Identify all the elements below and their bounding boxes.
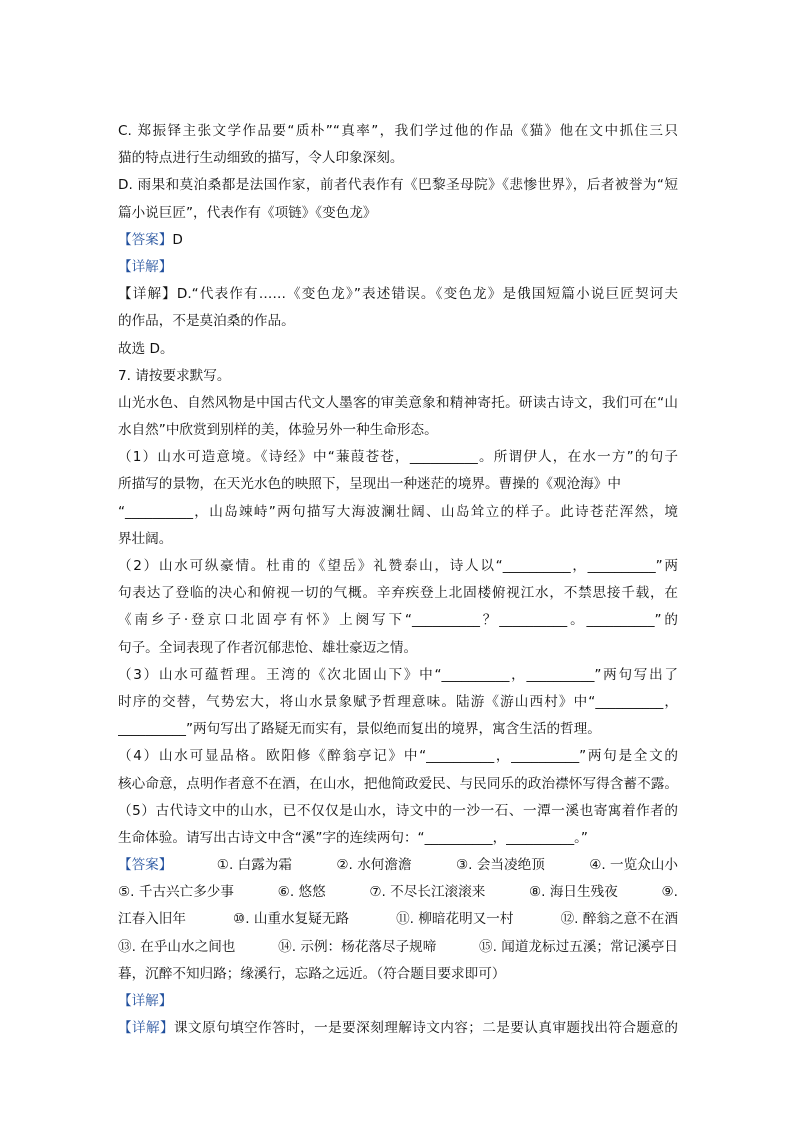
- answer-item: ⑭. 示例：杨花落尽子规啼: [278, 938, 437, 955]
- answer-row: [118, 906, 678, 933]
- document-page: [118, 118, 678, 1042]
- text-line: 核心命意，点明作者意不在酒，在山水，把他简政爱民、与民同乐的政治襟怀写得含蓄不露。: [118, 775, 678, 792]
- answer-row: [118, 934, 678, 961]
- text-line: 《南乡子·登京口北固亭有怀》上阕写下“__________？__________。__________”的: [118, 612, 678, 629]
- answer-item: 江春入旧年: [118, 911, 186, 928]
- text-line: （2）山水可纵豪情。杜甫的《望岳》礼赞泰山，诗人以“__________，__________”两: [118, 558, 678, 574]
- answer-line: [118, 227, 678, 254]
- answer-item: ⑤. 千古兴亡多少事: [118, 884, 234, 901]
- answer-item: ⑦. 不尽长江滚滚来: [369, 884, 486, 901]
- text-line: （4）山水可显品格。欧阳修《醉翁亭记》中“__________，__________”两句是全文的: [118, 748, 678, 765]
- detail-tag: 【详解】: [118, 993, 173, 1009]
- detail-tag: 【详解】: [118, 1020, 175, 1037]
- text-line: （1）山水可造意境。《诗经》中“蒹葭苍苍，__________。所谓伊人，在水一方”的句子: [118, 449, 678, 466]
- answer-row: [118, 879, 678, 906]
- answer-item: ⑪. 柳暗花明又一村: [396, 911, 514, 928]
- text-line: （5）古代诗文中的山水，已不仅仅是山水，诗文中的一沙一石、一潭一溪也寄寓着作者的: [118, 802, 678, 819]
- text-line: 【详解】D.“代表作有……《变色龙》”表述错误。《变色龙》是俄国短篇小说巨匠契诃夫: [118, 286, 678, 303]
- text-line: 时序的交替，气势宏大，将山水景象赋予哲理意味。陆游《游山西村》中“__________，: [118, 693, 678, 710]
- detail-line: [118, 1015, 678, 1042]
- answer-item: ⑧. 海日生残夜: [529, 884, 618, 901]
- text-line: 生命体验。请写出古诗文中含“溪”字的连续两句：“__________，__________。”: [118, 829, 588, 846]
- text-line: 句子。全词表现了作者沉郁悲怆、雄壮豪迈之情。: [118, 639, 418, 656]
- answer-item: ⑬. 在乎山水之间也: [118, 938, 236, 955]
- answer-tag: 【答案】: [118, 231, 173, 248]
- answer-item: ⑮. 闻道龙标过五溪；常记溪亭日: [479, 938, 678, 955]
- answer-continuation: 暮，沉醉不知归路；缘溪行，忘路之远近。（符合题目要求即可）: [118, 965, 506, 982]
- answer-item: ⑥. 悠悠: [277, 884, 326, 901]
- detail-text: 课文原句填空作答时，一是要深刻理解诗文内容；二是要认真审题找出符合题意的: [174, 1020, 678, 1037]
- text-line: D. 雨果和莫泊桑都是法国作家，前者代表作有《巴黎圣母院》《悲惨世界》，后者被誉为“短: [118, 177, 678, 194]
- text-line: 篇小说巨匠”，代表作有《项链》《变色龙》: [118, 204, 377, 221]
- answer-row: [118, 852, 678, 879]
- text-line: 山光水色、自然风物是中国古代文人墨客的审美意象和精神寄托。研读古诗文，我们可在“山: [118, 394, 678, 411]
- text-line: 故选 D。: [118, 340, 174, 357]
- text-line: “__________，山岛竦峙”两句描写大海波澜壮阔、山岛耸立的样子。此诗苍茫浑然，境: [118, 503, 678, 520]
- answer-item: ⑩. 山重水复疑无路: [233, 911, 350, 928]
- answer-item: ④. 一览众山小: [589, 857, 678, 874]
- text-line: 猫的特点进行生动细致的描写，令人印象深刻。: [118, 150, 404, 167]
- answer-item: ⑫. 醉翁之意不在酒: [560, 911, 678, 928]
- answer-tag: 【答案】: [118, 857, 173, 874]
- detail-heading: [118, 254, 678, 281]
- answer-item: ②. 水何澹澹: [336, 857, 412, 874]
- detail-heading: [118, 988, 678, 1015]
- answer-value: D: [172, 231, 183, 248]
- question-title: 7. 请按要求默写。: [118, 367, 231, 384]
- text-line: 句表达了登临的决心和俯视一切的气概。辛弃疾登上北固楼俯视江水，不禁思接千载，在: [118, 585, 678, 602]
- text-line: 界壮阔。: [118, 530, 173, 547]
- text-line: C. 郑振铎主张文学作品要“质朴”“真率”，我们学过他的作品《猫》他在文中抓住三只: [118, 123, 678, 139]
- answer-item: ⑨.: [661, 884, 678, 901]
- answer-item: ③. 会当凌绝顶: [455, 857, 545, 874]
- text-line: __________”两句写出了路疑无而实有，景似绝而复出的境界，寓含生活的哲理。: [118, 721, 601, 738]
- text-line: 的作品，不是莫泊桑的作品。: [118, 313, 295, 330]
- text-line: 水自然”中欣赏到别样的美，体验另外一种生命形态。: [118, 422, 438, 439]
- answer-item: ①. 白露为霜: [216, 857, 292, 874]
- text-line: 所描写的景物，在天光水色的映照下，呈现出一种迷茫的境界。曹操的《观沧海》中: [118, 476, 621, 493]
- text-line: （3）山水可蕴哲理。王湾的《次北固山下》中“__________，__________”两句写出了: [118, 666, 678, 683]
- detail-tag: 【详解】: [118, 258, 173, 275]
